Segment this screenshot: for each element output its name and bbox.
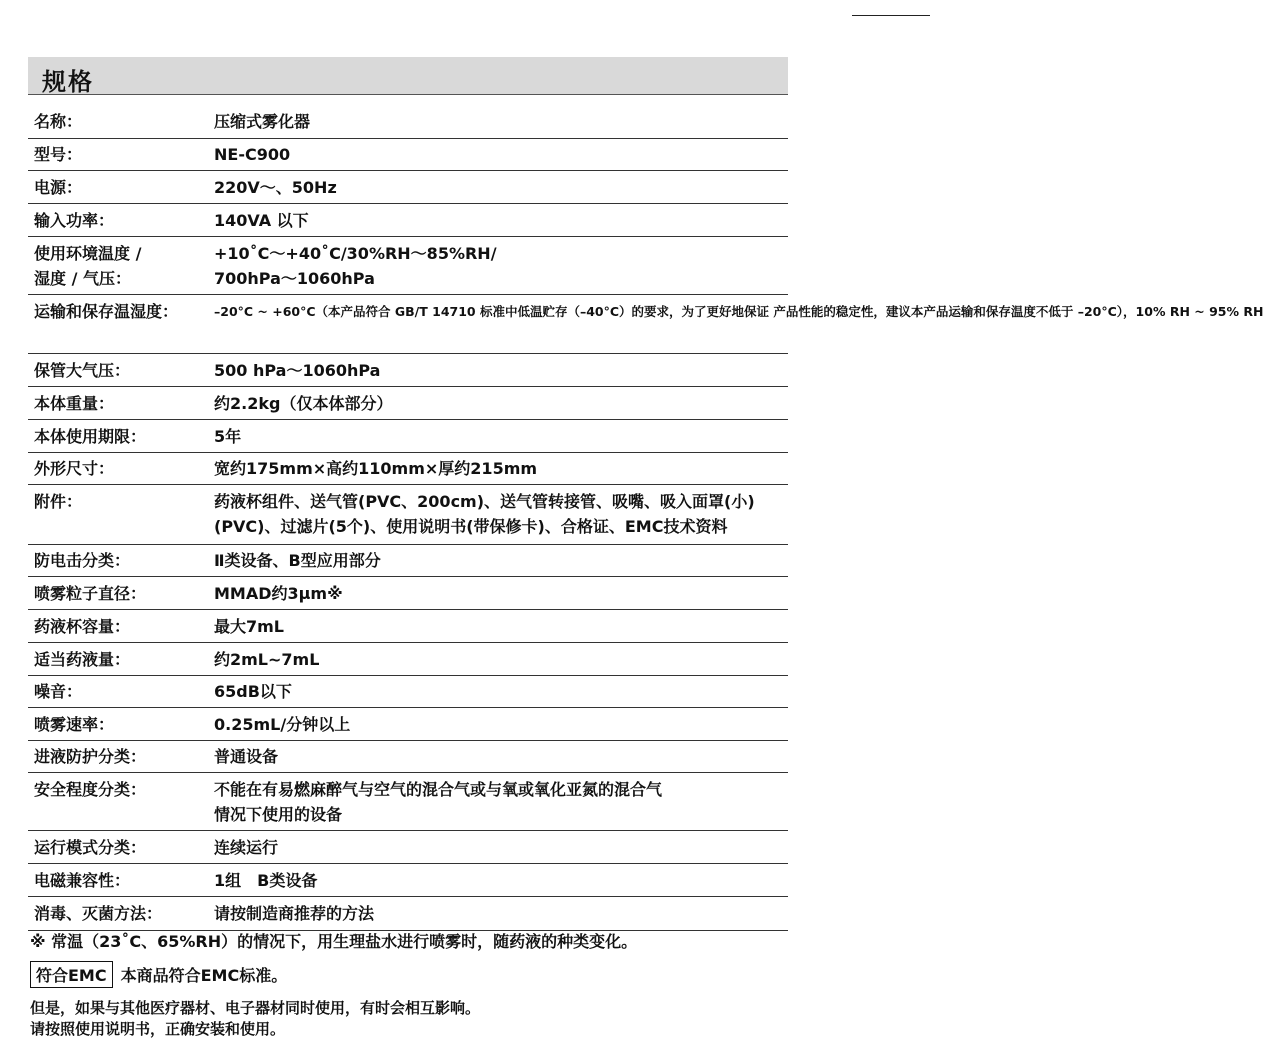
spec-row-name [28,105,788,139]
spec-value: 1组 B类设备 [214,871,318,890]
spec-value: 压缩式雾化器 [214,112,311,131]
spec-row-cup-capacity [28,610,788,643]
spec-value: 宽约175mm×高约110mm×厚约215mm [214,459,538,478]
spec-label: 外形尺寸： [34,459,115,478]
spec-row-model [28,139,788,171]
spec-label: 进液防护分类： [34,747,147,766]
spec-label: 运输和保存温湿度： [34,302,179,321]
spec-row-noise [28,676,788,708]
spec-value: 220V～、50Hz [214,178,337,197]
spec-value: 5年 [214,427,242,446]
spec-row-shock-protection [28,545,788,577]
spec-label: 附件： [34,492,83,511]
spec-label: 适当药液量： [34,650,131,669]
spec-value: 0.25mL/分钟以上 [214,715,351,734]
spec-value: 约2mL~7mL [214,650,320,669]
spec-label: 药液杯容量： [34,617,131,636]
spec-label: 使用环境温度 / 湿度 / 气压： [34,244,142,288]
spec-row-dimensions [28,453,788,485]
usage-notice [30,998,480,1040]
spec-label: 喷雾速率： [34,715,115,734]
spec-label: 型号： [34,145,83,164]
spec-value: –20°C ~ +60°C（本产品符合 GB/T 14710 标准中低温贮存（–40°C）的要求，为了更好地保证 产品性能的稳定性，建议本产品运输和保存温度不低于 –20°C），10% RH ~ 95% RH [214,304,1263,319]
spec-section-header [28,57,788,95]
spec-row-safety-class [28,773,788,831]
spec-label: 输入功率： [34,211,115,230]
spec-label: 防电击分类： [34,551,131,570]
spec-label: 消毒、灭菌方法： [34,904,163,923]
spec-value: +10˚C～+40˚C/30%RH～85%RH/ 700hPa～1060hPa [214,244,497,288]
spec-value: Ⅱ类设备、B型应用部分 [214,551,381,570]
spec-value: 140VA 以下 [214,211,309,230]
emc-text: 本商品符合EMC标准。 [120,966,288,985]
spec-value: MMAD约3μm※ [214,584,343,603]
emc-badge: 符合EMC [30,961,113,988]
section-title: 规格 [42,68,94,96]
spec-row-ingress-protection [28,741,788,773]
spec-value: 最大7mL [214,617,285,636]
spec-label: 喷雾粒子直径： [34,584,147,603]
spec-row-transport-storage [28,295,1263,354]
spec-row-medication-amount [28,643,788,676]
spec-label: 电源： [34,178,83,197]
notice-line: 但是，如果与其他医疗器材、电子器材同时使用，有时会相互影响。 [30,999,481,1017]
spec-row-weight [28,387,788,420]
spec-label: 本体重量： [34,394,115,413]
spec-value: NE-C900 [214,145,291,164]
spec-label: 本体使用期限： [34,427,147,446]
spec-value: 500 hPa～1060hPa [214,361,381,380]
spec-label: 噪音： [34,682,83,701]
spec-value: 约2.2kg（仅本体部分） [214,394,393,413]
footnote: ※ 常温（23˚C、65%RH）的情况下，用生理盐水进行喷雾时，随药液的种类变化。 [30,932,638,951]
notice-line: 请按照使用说明书，正确安装和使用。 [30,1020,286,1038]
emc-statement [30,961,287,988]
spec-row-operating-environment [28,237,788,295]
spec-row-power-source [28,171,788,204]
spec-row-input-power [28,204,788,237]
spec-row-nebulization-rate [28,708,788,741]
spec-label: 电磁兼容性： [34,871,131,890]
spec-value: 65dB以下 [214,682,292,701]
spec-value: 药液杯组件、送气管(PVC、200cm)、送气管转接管、吸嘴、吸入面罩(小) (PVC)、过滤片(5个)、使用说明书(带保修卡)、合格证、EMC技术资料 [214,492,755,536]
spec-row-accessories [28,485,788,545]
spec-row-operation-mode [28,831,788,864]
page-corner-rule [852,15,930,16]
spec-value: 普通设备 [214,747,279,766]
spec-row-storage-pressure [28,354,788,387]
spec-label: 保管大气压： [34,361,131,380]
spec-label: 安全程度分类： [34,780,147,799]
spec-label: 运行模式分类： [34,838,147,857]
spec-row-emc [28,864,788,897]
spec-row-particle-size [28,577,788,610]
spec-label: 名称： [34,112,83,131]
spec-value: 连续运行 [214,838,279,857]
spec-row-service-life [28,420,788,453]
spec-value: 请按制造商推荐的方法 [214,904,375,923]
spec-table [28,105,1263,931]
spec-row-disinfection [28,897,788,931]
spec-value: 不能在有易燃麻醉气与空气的混合气或与氧或氧化亚氮的混合气 情况下使用的设备 [214,780,663,824]
